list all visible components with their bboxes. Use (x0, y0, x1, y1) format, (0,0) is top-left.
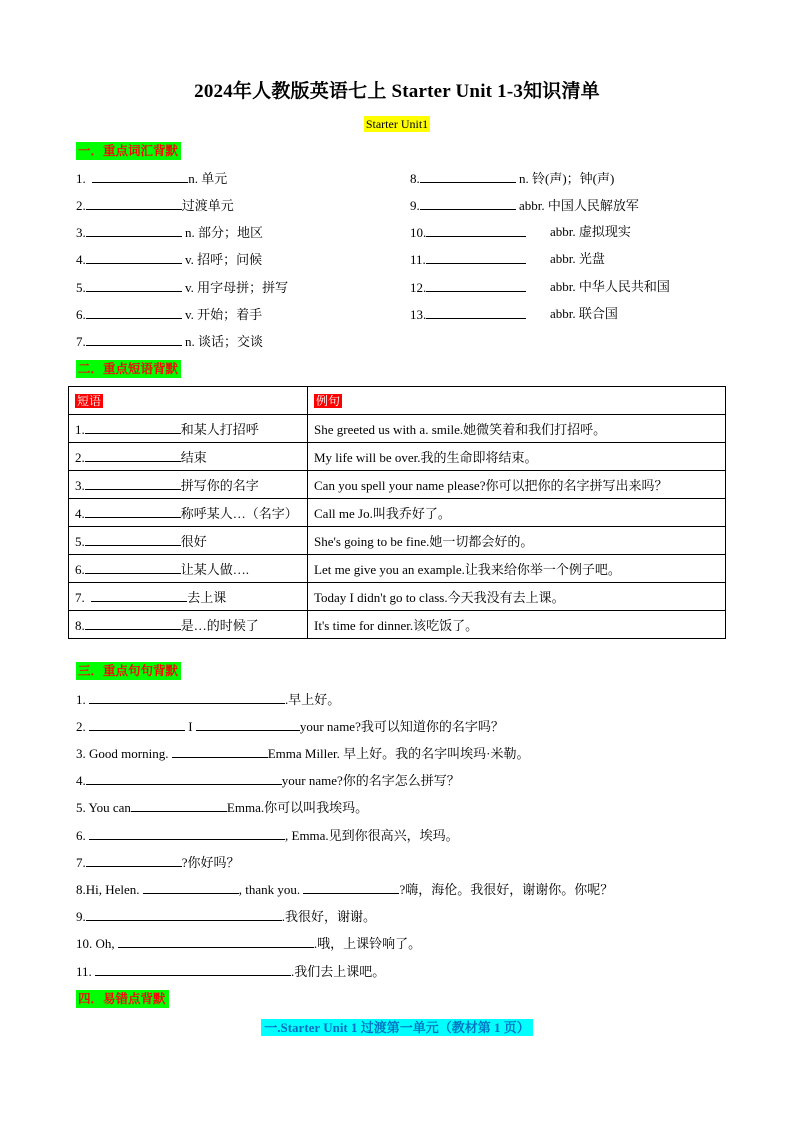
answer-blank[interactable] (196, 717, 300, 731)
answer-blank[interactable] (85, 476, 181, 490)
sentence-5: 5. You can Emma.你可以叫我埃玛。 (76, 800, 369, 815)
answer-blank[interactable] (86, 332, 182, 346)
table-row: 2. 结束 My life will be over.我的生命即将结束。 (69, 443, 726, 471)
answer-blank[interactable] (92, 169, 188, 183)
unit-tag-label: Starter Unit1 (365, 117, 429, 131)
sentence-3: 3. Good morning. Emma Miller. 早上好。我的名字叫埃玛·米勒。 (76, 746, 530, 761)
sentence-2: 2. I your name?我可以知道你的名字吗？ (76, 719, 504, 734)
answer-blank[interactable] (86, 907, 282, 921)
vocab-meaning-10: abbr. 虚拟现实 (550, 224, 631, 239)
example-sentence: Can you spell your name please?你可以把你的名字拼写出来吗？ (308, 471, 726, 499)
table-row: 5. 很好 She's going to be fine.她一切都会好的。 (69, 527, 726, 555)
answer-blank[interactable] (131, 798, 227, 812)
vocab-item-3: 3. n. 部分；地区 (76, 225, 264, 240)
vocab-meaning-12: abbr. 中华人民共和国 (550, 279, 670, 294)
example-sentence: She greeted us with a. smile.她微笑着和我们打招呼。 (308, 415, 726, 443)
header-phrase: 短语 (77, 394, 102, 408)
sentence-11: 11. .我们去上课吧。 (76, 964, 386, 979)
answer-blank[interactable] (86, 250, 182, 264)
answer-blank[interactable] (143, 880, 239, 894)
section-heading-errors: 四．易错点背默 (76, 990, 169, 1008)
page-title: 2024年人教版英语七上 Starter Unit 1-3知识清单 (194, 81, 600, 102)
table-row: 4. 称呼某人…（名字） Call me Jo.叫我乔好了。 (69, 499, 726, 527)
example-sentence: Let me give you an example.让我来给你举一个例子吧。 (308, 555, 726, 583)
sentence-7: 7. ?你好吗？ (76, 855, 240, 870)
answer-blank[interactable] (426, 305, 526, 319)
vocab-item-8: 8. n. 铃(声)；钟(声) (410, 171, 615, 186)
answer-blank[interactable] (85, 560, 181, 574)
table-row: 7. 去上课 Today I didn't go to class.今天我没有去上课。 (69, 583, 726, 611)
sentence-10: 10. Oh, .哦，上课铃响了。 (76, 936, 422, 951)
answer-blank[interactable] (118, 934, 314, 948)
answer-blank[interactable] (85, 504, 181, 518)
vocab-item-7: 7. n. 谈话；交谈 (76, 334, 264, 349)
answer-blank[interactable] (420, 169, 516, 183)
vocab-item-5: 5. v. 用字母拼；拼写 (76, 280, 289, 295)
header-example: 例句 (316, 394, 341, 408)
unit-subheading (0, 1017, 794, 1036)
answer-blank[interactable] (89, 826, 285, 840)
vocab-item-2: 2. 过渡单元 (76, 198, 234, 213)
phrase-table (68, 386, 726, 639)
example-sentence: Call me Jo.叫我乔好了。 (308, 499, 726, 527)
vocab-item-9: 9. abbr. 中国人民解放军 (410, 198, 639, 213)
vocab-item-10: 10. (410, 223, 526, 242)
sentence-4: 4. your name?你的名字怎么拼写？ (76, 773, 460, 788)
sentence-9: 9. .我很好，谢谢。 (76, 909, 377, 924)
sentence-8: 8.Hi, Helen. , thank you. ?嗨，海伦。我很好，谢谢你。你呢？ (76, 882, 614, 897)
answer-blank[interactable] (303, 880, 399, 894)
vocab-item-1: 1. n. 单元 (76, 171, 228, 186)
answer-blank[interactable] (89, 717, 185, 731)
answer-blank[interactable] (86, 223, 182, 237)
unit-subheading-label: 一.Starter Unit 1 过渡第一单元（教材第 1 页） (261, 1019, 533, 1036)
vocab-meaning-11: abbr. 光盘 (550, 251, 605, 266)
answer-blank[interactable] (86, 853, 182, 867)
table-row: 6. 让某人做…. Let me give you an example.让我来给你举一个例子吧。 (69, 555, 726, 583)
answer-blank[interactable] (426, 223, 526, 237)
example-sentence: My life will be over.我的生命即将结束。 (308, 443, 726, 471)
answer-blank[interactable] (86, 196, 182, 210)
unit-tag (0, 117, 794, 132)
section-heading-sentences: 三．重点句句背默 (76, 662, 181, 680)
example-sentence: She's going to be fine.她一切都会好的。 (308, 527, 726, 555)
answer-blank[interactable] (426, 250, 526, 264)
vocab-item-4: 4. v. 招呼；问候 (76, 252, 263, 267)
answer-blank[interactable] (86, 305, 182, 319)
vocab-item-12: 12. (410, 278, 526, 297)
answer-blank[interactable] (85, 532, 181, 546)
sentence-1: 1. .早上好。 (76, 692, 341, 707)
vocab-item-13: 13. (410, 305, 526, 324)
table-row: 1. 和某人打招呼 She greeted us with a. smile.她微笑着和我们打招呼。 (69, 415, 726, 443)
table-row: 3. 拼写你的名字 Can you spell your name please?你可以把你的名字拼写出来吗？ (69, 471, 726, 499)
sentence-6: 6. , Emma.见到你很高兴，埃玛。 (76, 828, 459, 843)
answer-blank[interactable] (426, 278, 526, 292)
answer-blank[interactable] (172, 744, 268, 758)
section-heading-vocab: 一．重点词汇背默 (76, 142, 181, 160)
answer-blank[interactable] (89, 690, 285, 704)
vocab-meaning-13: abbr. 联合国 (550, 306, 618, 321)
answer-blank[interactable] (91, 588, 187, 602)
table-row: 8. 是…的时候了 It's time for dinner.该吃饭了。 (69, 611, 726, 639)
answer-blank[interactable] (86, 278, 182, 292)
example-sentence: Today I didn't go to class.今天我没有去上课。 (308, 583, 726, 611)
example-sentence: It's time for dinner.该吃饭了。 (308, 611, 726, 639)
table-header-row (69, 387, 726, 415)
section-heading-phrases: 二．重点短语背默 (76, 360, 181, 378)
vocab-item-11: 11. (410, 250, 526, 269)
answer-blank[interactable] (86, 771, 282, 785)
answer-blank[interactable] (85, 420, 181, 434)
answer-blank[interactable] (85, 448, 181, 462)
answer-blank[interactable] (95, 962, 291, 976)
answer-blank[interactable] (420, 196, 516, 210)
vocab-item-6: 6. v. 开始；着手 (76, 307, 263, 322)
answer-blank[interactable] (85, 616, 181, 630)
